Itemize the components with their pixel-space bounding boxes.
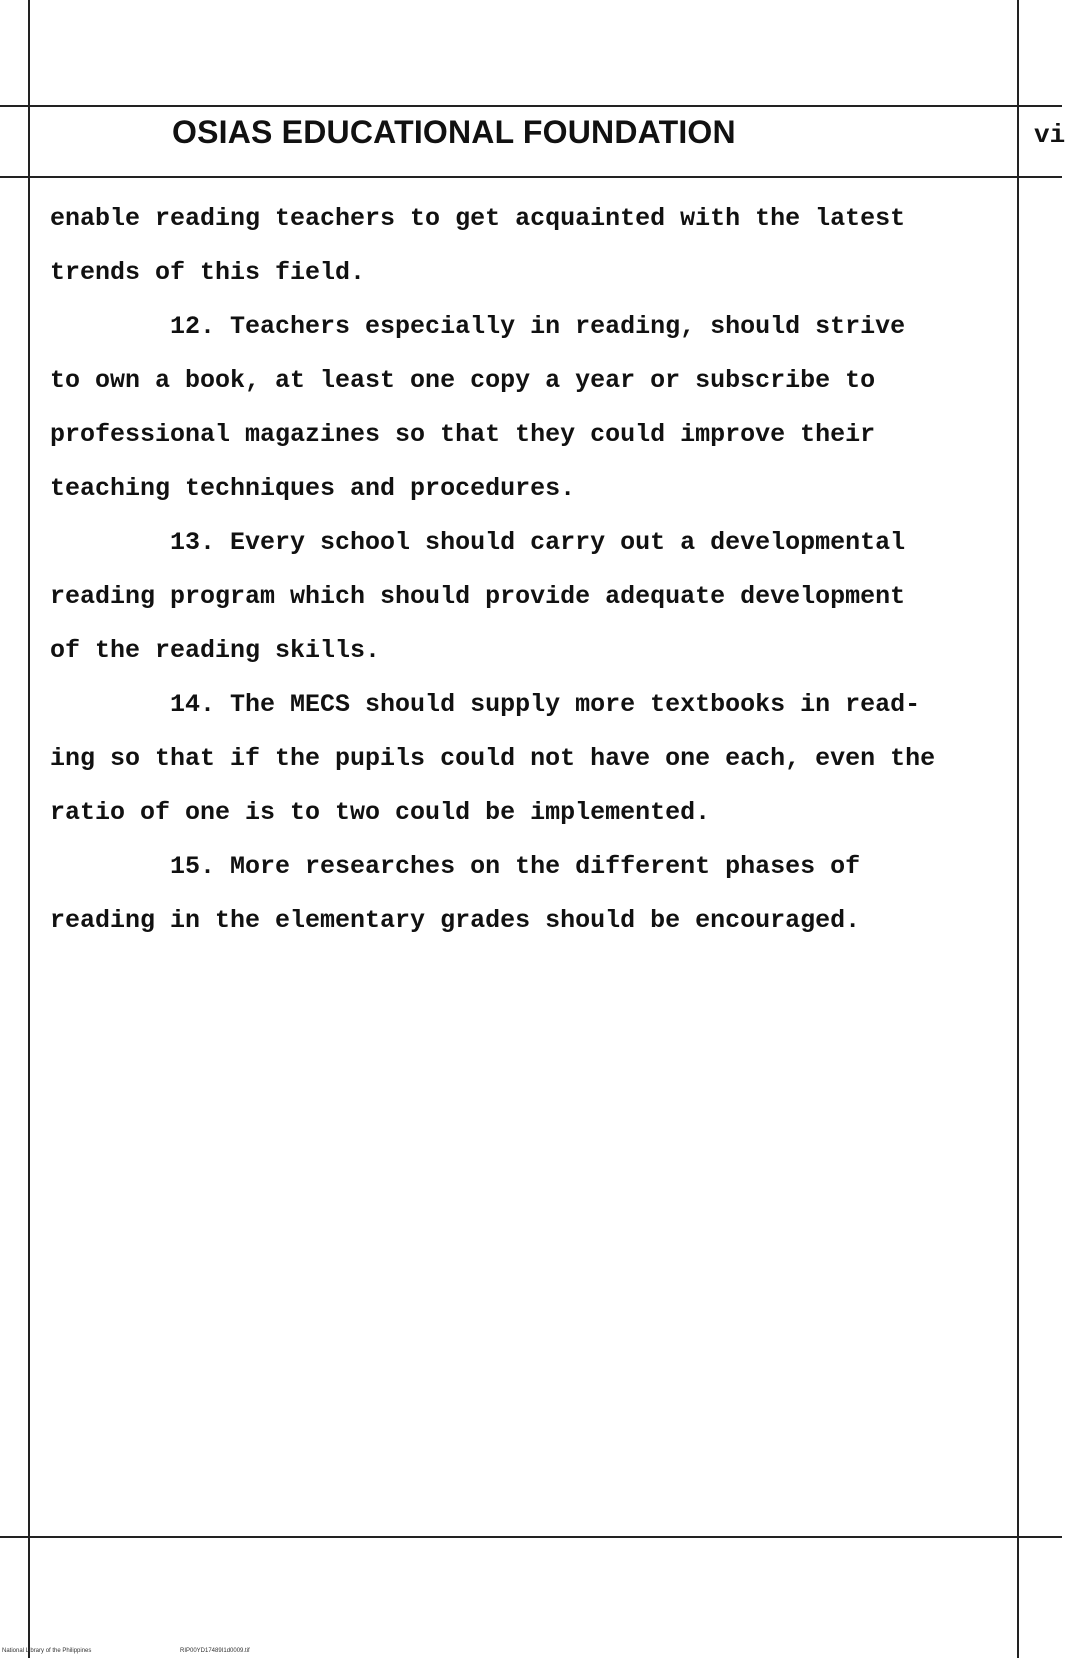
footer-source: National Library of the Philippines bbox=[2, 1648, 92, 1654]
header-bottom-rule bbox=[0, 176, 1062, 178]
footer-file-name: RIP00YD17489I1d0009.tif bbox=[180, 1648, 250, 1654]
page-header-title: OSIAS EDUCATIONAL FOUNDATION bbox=[172, 114, 736, 150]
body-line: enable reading teachers to get acquainted with the latest bbox=[50, 204, 906, 233]
body-line: 13. Every school should carry out a developmental bbox=[50, 528, 906, 557]
body-line: 12. Teachers especially in reading, should strive bbox=[50, 312, 906, 341]
body-line: trends of this field. bbox=[50, 258, 366, 287]
body-line: to own a book, at least one copy a year or subscribe to bbox=[50, 366, 876, 395]
body-line: 15. More researches on the different phases of bbox=[50, 852, 861, 881]
page-number: vi bbox=[1034, 120, 1065, 150]
body-line: reading program which should provide adequate development bbox=[50, 582, 906, 611]
body-line: ing so that if the pupils could not have one each, even the bbox=[50, 744, 936, 773]
body-line: ratio of one is to two could be implemented. bbox=[50, 798, 711, 827]
body-line: teaching techniques and procedures. bbox=[50, 474, 576, 503]
header-top-rule bbox=[0, 105, 1062, 107]
body-line: professional magazines so that they could improve their bbox=[50, 420, 876, 449]
body-line: 14. The MECS should supply more textbooks in read- bbox=[50, 690, 921, 719]
document-body bbox=[50, 192, 1012, 948]
left-margin-rule bbox=[28, 0, 30, 1658]
footer-rule bbox=[0, 1536, 1062, 1538]
body-line: of the reading skills. bbox=[50, 636, 381, 665]
right-margin-rule bbox=[1017, 0, 1019, 1658]
body-line: reading in the elementary grades should be encouraged. bbox=[50, 906, 861, 935]
